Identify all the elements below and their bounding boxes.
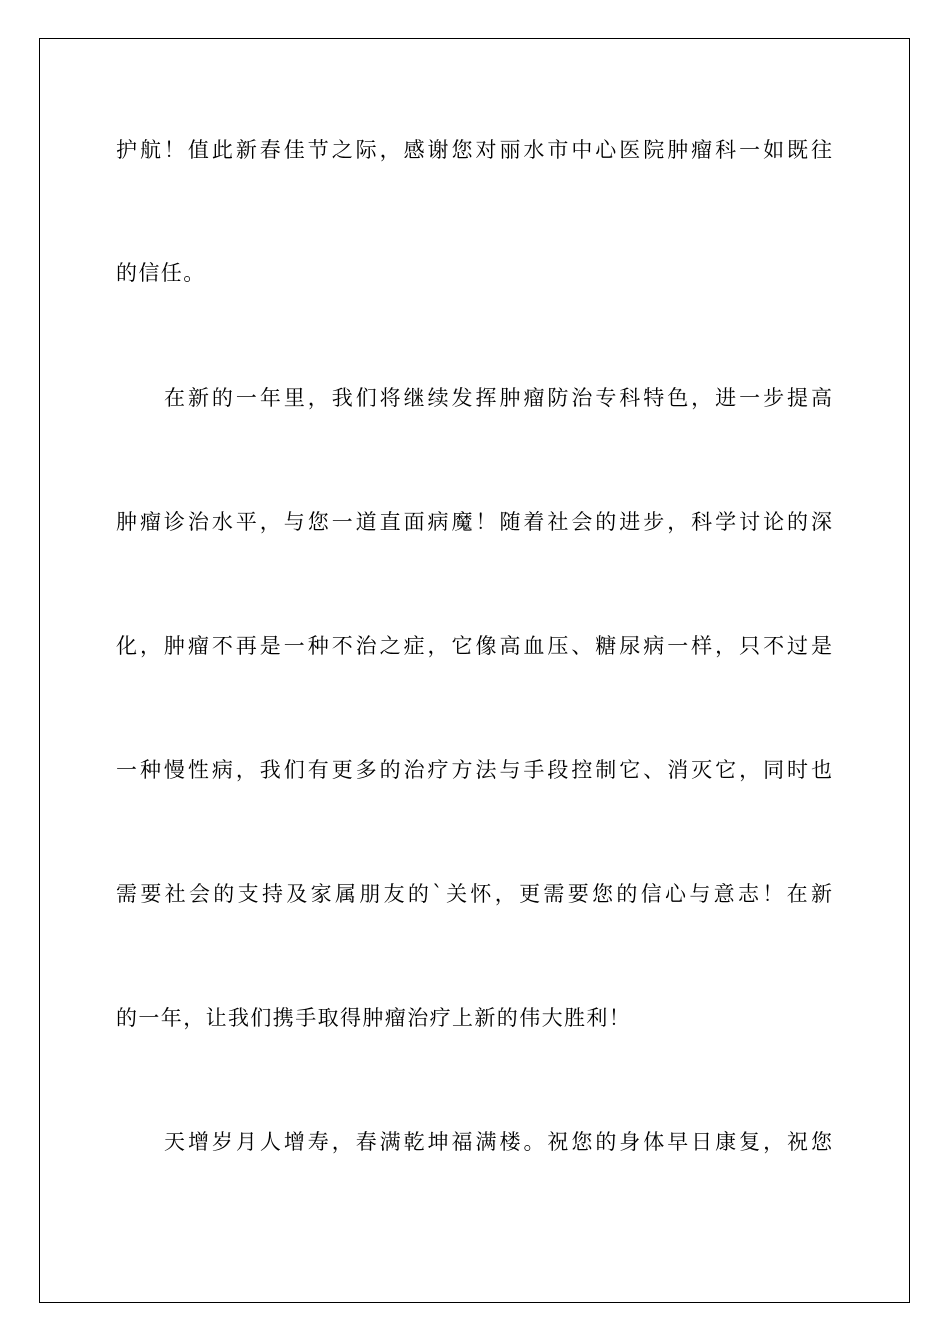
paragraph-line-7: 需要社会的支持及家属朋友的`关怀，更需要您的信心与意志！在新 [116,882,832,906]
paragraph-line-3: 在新的一年里，我们将继续发挥肿瘤防治专科特色，进一步提高 [164,386,832,410]
page-border [39,38,910,1303]
paragraph-line-8: 的一年，让我们携手取得肿瘤治疗上新的伟大胜利！ [116,1006,632,1030]
paragraph-line-9: 天增岁月人增寿，春满乾坤福满楼。祝您的身体早日康复，祝您 [164,1130,832,1154]
paragraph-line-2: 的信任。 [116,261,206,285]
paragraph-line-5: 化，肿瘤不再是一种不治之症，它像高血压、糖尿病一样，只不过是 [116,634,832,658]
paragraph-line-4: 肿瘤诊治水平，与您一道直面病魔！随着社会的进步，科学讨论的深 [116,510,832,534]
paragraph-line-1: 护航！值此新春佳节之际，感谢您对丽水市中心医院肿瘤科一如既往 [116,138,832,162]
paragraph-line-6: 一种慢性病，我们有更多的治疗方法与手段控制它、消灭它，同时也 [116,758,832,782]
